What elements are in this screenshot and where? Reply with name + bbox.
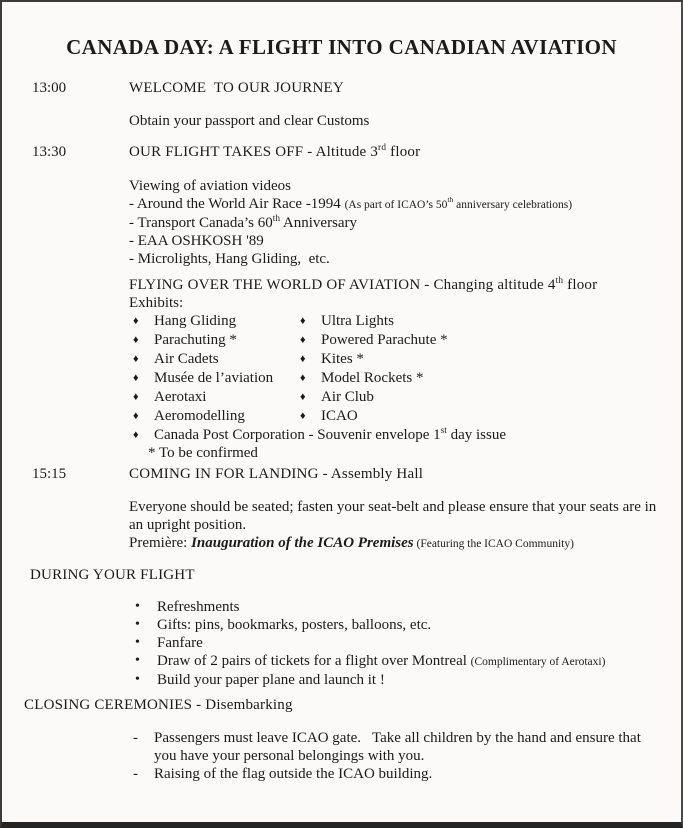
exhibit-item-label: Musée de l’aviation (154, 370, 274, 386)
exhibit-item-label: Air Cadets (154, 351, 219, 367)
takeoff-heading-text: OUR FLIGHT TAKES OFF - Altitude 3 (129, 144, 379, 160)
video-item-text: - Around the World Air Race -1994 (129, 196, 345, 212)
diamond-bullet-icon: ♦ (133, 391, 139, 403)
exhibit-item (300, 350, 364, 369)
video-item-sup: th (272, 214, 280, 224)
time-label-1515: 15:15 (32, 466, 67, 482)
exhibit-item-label: Air Club (321, 389, 374, 405)
exhibit-item (133, 369, 300, 388)
round-bullet-icon: • (135, 653, 140, 668)
exhibit-item (133, 407, 300, 426)
exhibit-item (133, 312, 300, 331)
exhibit-item-label: Ultra Lights (321, 313, 394, 329)
exhibit-item-canada-post (133, 426, 681, 445)
item-text: Draw of 2 pairs of tickets for a flight over Montreal (157, 653, 471, 669)
exhibit-item-label: Parachuting * (154, 332, 237, 348)
exhibit-item (300, 312, 394, 331)
welcome-body: Obtain your passport and clear Customs (129, 113, 370, 129)
exhibit-item (300, 407, 358, 426)
diamond-bullet-icon: ♦ (133, 315, 139, 327)
list-item-text (157, 671, 385, 689)
page-title: CANADA DAY: A FLIGHT INTO CANADIAN AVIATION (66, 35, 617, 59)
exhibit-row (133, 331, 681, 350)
flying-heading (129, 276, 681, 294)
exhibit-item (300, 388, 374, 407)
exhibit-item-label: Kites * (321, 351, 364, 367)
item-paren: (Complimentary of Aerotaxi) (470, 656, 606, 668)
exhibit-item (300, 331, 448, 350)
canada-post-label (154, 426, 506, 445)
takeoff-heading (129, 143, 681, 161)
video-item (129, 232, 681, 250)
exhibits-label: Exhibits: (129, 295, 184, 311)
exhibit-row (133, 312, 681, 331)
list-item-text (157, 598, 239, 616)
item-text: Refreshments (157, 599, 240, 615)
premiere-label: Première: (129, 535, 192, 551)
videos-title: Viewing of aviation videos (129, 178, 291, 194)
list-item-text (157, 652, 605, 671)
round-bullet-icon: • (135, 635, 140, 650)
videos-block (129, 177, 681, 268)
exhibit-item-label: Aerotaxi (154, 389, 207, 405)
round-bullet-icon: • (135, 672, 140, 687)
item-text: Build your paper plane and launch it ! (157, 672, 385, 688)
during-flight-heading: DURING YOUR FLIGHT (30, 567, 195, 583)
closing-heading: CLOSING CEREMONIES - Disembarking (24, 697, 293, 713)
premiere-line (129, 534, 681, 553)
landing-heading: COMING IN FOR LANDING - Assembly Hall (129, 466, 424, 482)
diamond-bullet-icon: ♦ (300, 410, 306, 422)
exhibit-row (133, 369, 681, 388)
flying-heading-sup: th (555, 276, 564, 286)
canada-post-text: Canada Post Corporation - Souvenir envelope 1 (154, 427, 441, 443)
exhibit-item (133, 388, 300, 407)
exhibit-row (133, 350, 681, 369)
video-item-text: - Transport Canada’s 60 (129, 215, 273, 231)
video-item-paren-sup: th (447, 195, 454, 204)
video-item-text: - Microlights, Hang Gliding, etc. (129, 251, 330, 267)
schedule-row-takeoff (2, 143, 681, 161)
welcome-heading: WELCOME TO OUR JOURNEY (129, 80, 344, 96)
exhibit-item (300, 369, 424, 388)
exhibit-item-label: Aeromodelling (154, 408, 245, 424)
takeoff-heading-sup: rd (378, 143, 387, 153)
video-item (129, 250, 681, 268)
flying-heading-tail: floor (563, 277, 598, 293)
time-label-1300: 13:00 (32, 80, 67, 96)
exhibit-row (133, 388, 681, 407)
canada-post-tail: day issue (446, 427, 506, 443)
exhibit-item-label: Powered Parachute * (321, 332, 448, 348)
closing-list (2, 729, 681, 783)
list-item-text: Raising of the flag outside the ICAO building. (154, 766, 433, 782)
diamond-bullet-icon: ♦ (133, 334, 139, 346)
schedule-row-landing (2, 465, 681, 483)
diamond-bullet-icon: ♦ (300, 391, 306, 403)
exhibit-item (133, 350, 300, 369)
takeoff-heading-tail: floor (386, 144, 421, 160)
premiere-paren: (Featuring the ICAO Community) (413, 538, 574, 550)
diamond-bullet-icon: ♦ (133, 429, 139, 441)
diamond-bullet-icon: ♦ (133, 353, 139, 365)
during-flight-list (2, 598, 681, 689)
dash-bullet: - (133, 766, 138, 782)
diamond-bullet-icon: ♦ (300, 353, 306, 365)
list-item (135, 634, 681, 652)
diamond-bullet-icon: ♦ (300, 334, 306, 346)
item-text: Gifts: pins, bookmarks, posters, balloons, etc. (157, 617, 432, 633)
dash-bullet: - (133, 730, 138, 746)
list-item (135, 652, 681, 671)
premiere-title: Inauguration of the ICAO Premises (191, 535, 414, 551)
exhibit-item (133, 331, 300, 350)
exhibit-item-label: ICAO (321, 408, 358, 424)
video-item (129, 195, 681, 214)
round-bullet-icon: • (135, 599, 140, 614)
flying-heading-text: FLYING OVER THE WORLD OF AVIATION - Changing altitude 4 (129, 277, 556, 293)
video-item-text: - EAA OSHKOSH '89 (129, 233, 264, 249)
confirm-note: * To be confirmed (148, 445, 258, 461)
list-item (135, 616, 681, 634)
exhibit-item-label: Model Rockets * (321, 370, 424, 386)
list-item (133, 765, 681, 783)
video-item-tail: Anniversary (279, 215, 358, 231)
list-item (133, 729, 681, 765)
list-item (135, 598, 681, 616)
video-item (129, 214, 681, 232)
diamond-bullet-icon: ♦ (300, 315, 306, 327)
exhibit-item-label: Hang Gliding (154, 313, 237, 329)
list-item-text: Passengers must leave ICAO gate. Take all children by the hand and ensure that you have your personal belongings with you. (154, 730, 645, 764)
list-item-text (157, 616, 431, 634)
schedule-row-welcome (2, 79, 681, 97)
list-item-text (157, 634, 203, 652)
list-item (135, 671, 681, 689)
round-bullet-icon: • (135, 617, 140, 632)
video-item-paren-tail: anniversary celebrations) (453, 199, 573, 211)
video-item-paren: (As part of ICAO’s 50 (344, 199, 448, 211)
diamond-bullet-icon: ♦ (300, 372, 306, 384)
exhibit-row (133, 407, 681, 426)
landing-body: Everyone should be seated; fasten your seat-belt and please ensure that your seats are in an upright position. (129, 499, 661, 533)
diamond-bullet-icon: ♦ (133, 410, 139, 422)
time-label-1330: 13:30 (32, 144, 67, 160)
item-text: Fanfare (157, 635, 203, 651)
diamond-bullet-icon: ♦ (133, 372, 139, 384)
canada-post-sup: st (440, 426, 447, 436)
